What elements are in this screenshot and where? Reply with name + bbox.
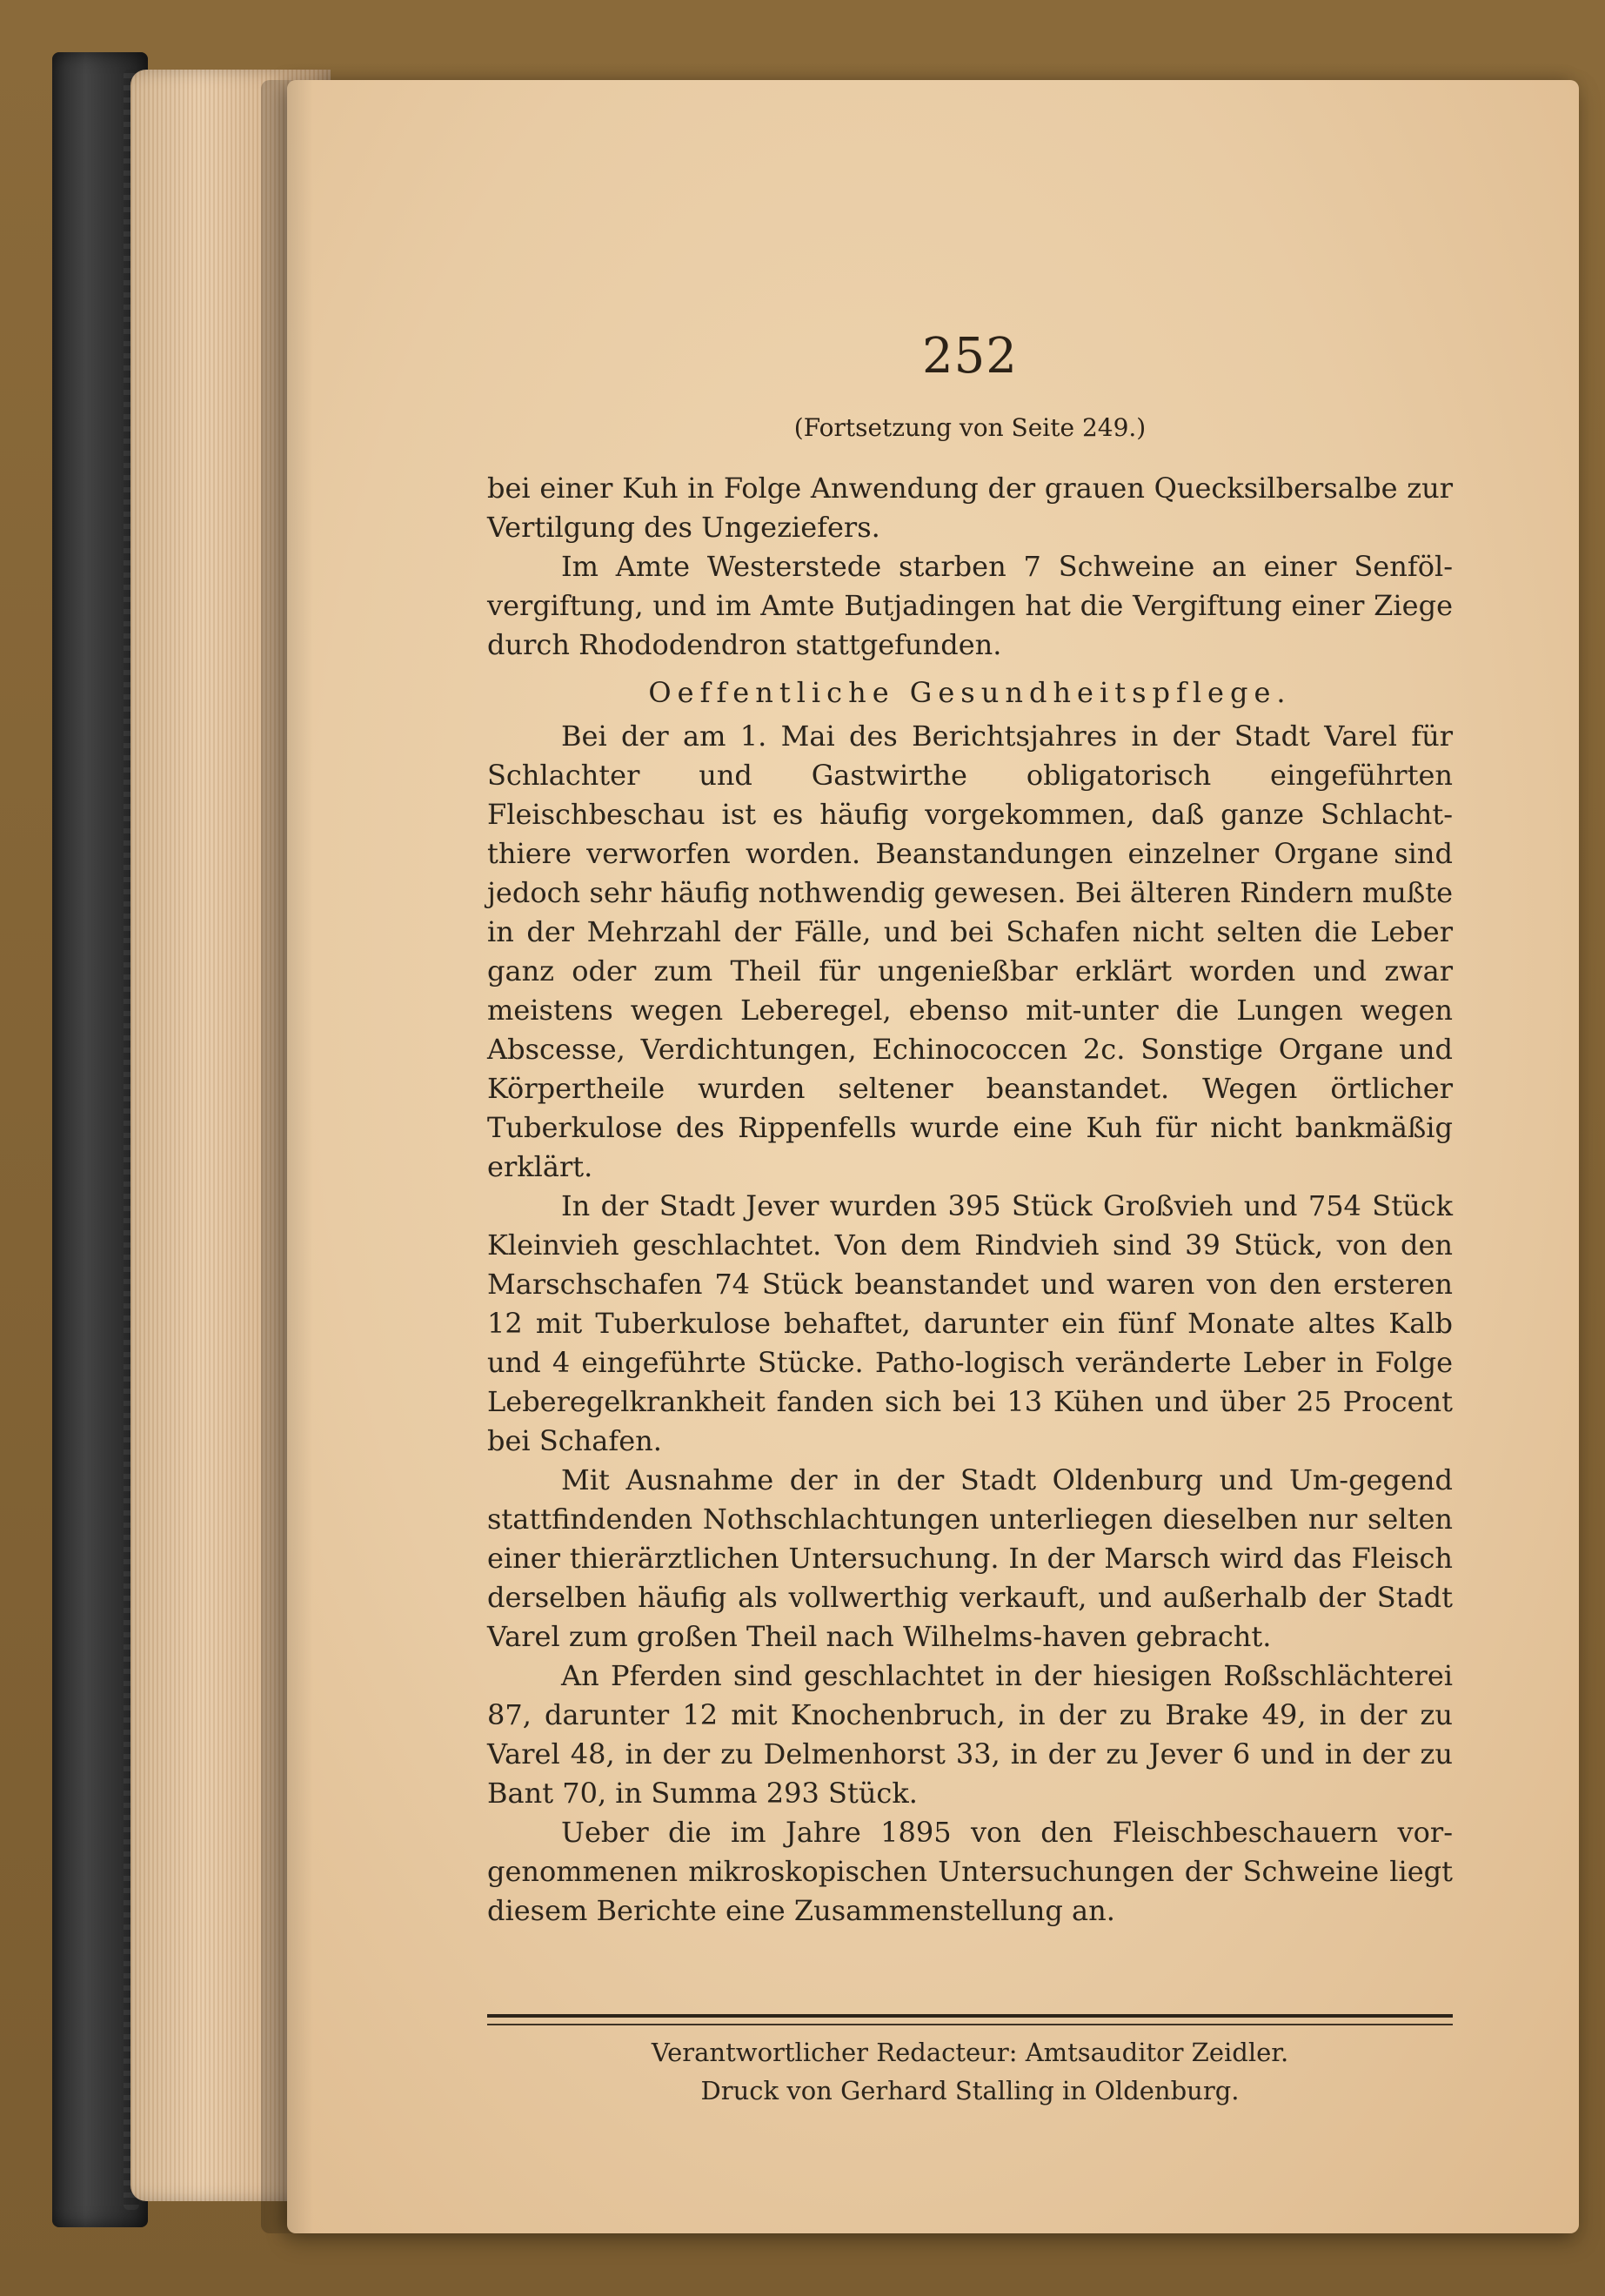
paragraph-oldenburg-emergency-slaughter: Mit Ausnahme der in der Stadt Oldenburg und Um-gegend stattfindenden Nothschlachtungen unterliegen dieselben nur selten einer thierärztlichen Untersuchung. In der Marsch wird das Fleisch derselben häufig als vollwerthig verkauft, und außerhalb der Stadt Varel zum großen Theil nach Wilhelms-haven gebracht. [487, 1463, 1453, 1653]
continuation-note: (Fortsetzung von Seite 249.) [793, 413, 1147, 442]
page-number: 252 [922, 328, 1018, 385]
paragraph-jever-slaughter: In der Stadt Jever wurden 395 Stück Großvieh und 754 Stück Kleinvieh geschlachtet. Von dem Rindvieh sind 39 Stück, von den Marschschafen 74 Stück beanstandet und waren von den ersteren 12 mit Tuberkulose behaftet, darunter ein fünf Monate altes Kalb und 4 eingeführte Stücke. Patho-logisch veränderte Leber in Folge Leberegelkrankheit fanden sich bei 13 Kühen und über 25 Procent bei Schafen. [487, 1189, 1453, 1457]
footer [487, 2033, 1453, 2110]
paragraph-varel-fleischbeschau: Bei der am 1. Mai des Berichtsjahres in der Stadt Varel für Schlachter und Gastwirthe obligatorisch eingeführten Fleischbeschau ist es häufig vorgekommen, daß ganze Schlacht-thiere verworfen worden. Beanstandungen einzelner Organe sind jedoch sehr häufig nothwendig gewesen. Bei älteren Rindern mußte in der Mehrzahl der Fälle, und bei Schafen nicht selten die Leber ganz oder zum Theil für ungenießbar erklärt worden und zwar meistens wegen Leberegel, ebenso mit-unter die Lungen wegen Abscesse, Verdichtungen, Echinococcen 2c. Sonstige Organe und Körpertheile wurden seltener beanstandet. Wegen örtlicher Tuberkulose des Rippenfells wurde eine Kuh für nicht bankmäßig erklärt. [487, 720, 1453, 1183]
section-heading-public-health: Oeffentliche Gesundheitspflege. [648, 676, 1292, 709]
footer-rule [487, 2014, 1453, 2018]
paragraph-microscopic-examinations: Ueber die im Jahre 1895 von den Fleischbeschauern vor-genommenen mikroskopischen Untersuchungen der Schweine liegt diesem Berichte eine Zusammenstellung an. [487, 1816, 1453, 1927]
page-body-text [487, 469, 1453, 1931]
book-page [287, 80, 1579, 2233]
paragraph-westerstede: Im Amte Westerstede starben 7 Schweine an einer Senföl-vergiftung, und im Amte Butjadingen hat die Vergiftung einer Ziege durch Rhododendron stattgefunden. [487, 550, 1453, 661]
paragraph-horse-slaughter: An Pferden sind geschlachtet in der hiesigen Roßschlächterei 87, darunter 12 mit Knochenbruch, in der zu Brake 49, in der zu Varel 48, in der zu Delmenhorst 33, in der zu Jever 6 und in der zu Bant 70, in Summa 293 Stück. [487, 1659, 1453, 1810]
paragraph-continuation: bei einer Kuh in Folge Anwendung der grauen Quecksilbersalbe zur Vertilgung des Ungeziefers. [487, 472, 1453, 544]
footer-printer-line: Druck von Gerhard Stalling in Oldenburg. [700, 2076, 1240, 2105]
footer-editor-line: Verantwortlicher Redacteur: Amtsauditor Zeidler. [651, 2038, 1289, 2067]
